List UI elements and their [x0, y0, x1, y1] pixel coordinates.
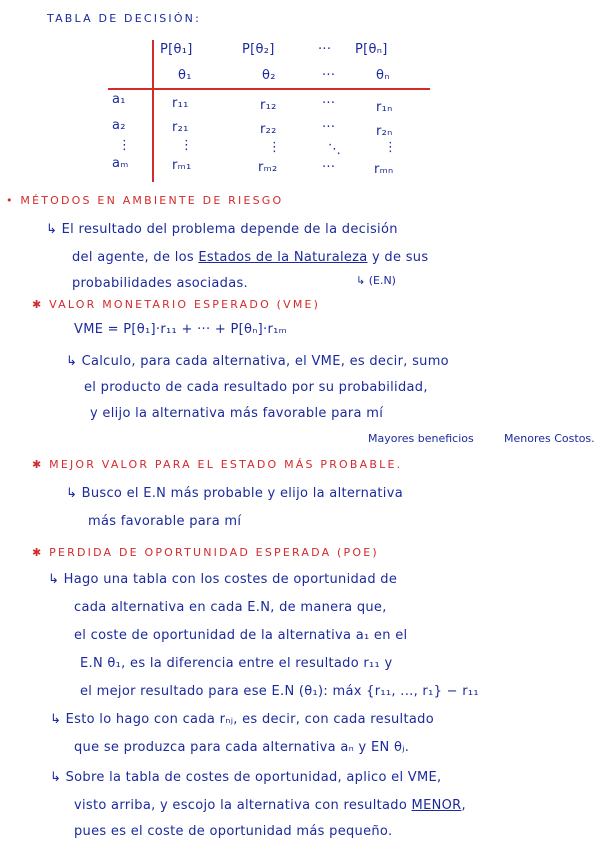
estados-naturaleza-term: Estados de la Naturaleza — [198, 250, 368, 265]
section-riesgo-title-text: MÉTODOS EN AMBIENTE DE RIESGO — [20, 194, 284, 207]
state-header: θ₂ — [262, 68, 276, 83]
table-horizontal-rule — [108, 88, 430, 90]
en-abbreviation-note: ↳ (E.N) — [356, 274, 396, 287]
section-mejor-title: ✱ MEJOR VALOR PARA EL ESTADO MÁS PROBABLE. — [32, 458, 403, 471]
table-cell: r₁ₙ — [376, 100, 393, 115]
section-vme-title: ✱ VALOR MONETARIO ESPERADO (VME) — [32, 298, 321, 311]
riesgo-line-2-pre: del agente, de los — [72, 250, 199, 265]
poe-line-9 — [74, 798, 466, 813]
riesgo-line-2 — [72, 250, 428, 265]
section-vme-title-text: VALOR MONETARIO ESPERADO (VME) — [49, 298, 321, 311]
alternative-label: a₂ — [112, 118, 126, 133]
vme-line-2: el producto de cada resultado por su probabilidad, — [84, 380, 428, 395]
riesgo-line-3: probabilidades asociadas. — [72, 276, 248, 291]
alternative-label: ⋮ — [118, 138, 132, 153]
poe-line-2: cada alternativa en cada E.N, de manera que, — [74, 600, 387, 615]
alternative-label: a₁ — [112, 92, 126, 107]
mejor-line-1: ↳ Busco el E.N más probable y elijo la alternativa — [66, 486, 403, 501]
prob-header: ··· — [318, 42, 332, 57]
poe-line-10: pues es el coste de oportunidad más pequeño. — [74, 824, 393, 839]
poe-line-6: ↳ Esto lo hago con cada rₙⱼ, es decir, con cada resultado — [50, 712, 434, 727]
table-cell: rₘ₂ — [258, 160, 278, 175]
table-cell: ⋮ — [180, 138, 194, 153]
poe-line-9-pre: visto arriba, y escojo la alternativa con resultado — [74, 798, 412, 813]
table-cell: rₘ₁ — [172, 158, 192, 173]
alternative-label: aₘ — [112, 156, 129, 171]
prob-header: P[θₙ] — [355, 42, 388, 57]
vme-line-1: ↳ Calculo, para cada alternativa, el VME, es decir, sumo — [66, 354, 449, 369]
poe-line-4: E.N θ₁, es la diferencia entre el resultado r₁₁ y — [80, 656, 393, 671]
section-mejor-title-text: MEJOR VALOR PARA EL ESTADO MÁS PROBABLE. — [49, 458, 403, 471]
poe-line-7: que se produzca para cada alternativa aₙ y EN θⱼ. — [74, 740, 410, 755]
table-cell: ⋮ — [384, 140, 398, 155]
menor-emphasis: MENOR — [411, 798, 462, 813]
state-header: ··· — [322, 68, 336, 83]
table-cell: r₁₁ — [172, 96, 189, 111]
table-cell: r₂₂ — [260, 122, 277, 137]
riesgo-line-1 — [46, 222, 398, 237]
table-cell: ⋮ — [268, 140, 282, 155]
vme-formula: VME = P[θ₁]·r₁₁ + ··· + P[θₙ]·r₁ₘ — [74, 322, 288, 337]
table-cell: ··· — [322, 120, 336, 135]
section-poe-title-text: PERDIDA DE OPORTUNIDAD ESPERADA (POE) — [49, 546, 379, 559]
poe-line-3: el coste de oportunidad de la alternativa a₁ en el — [74, 628, 408, 643]
section-poe-title: ✱ PERDIDA DE OPORTUNIDAD ESPERADA (POE) — [32, 546, 379, 559]
table-cell: r₂₁ — [172, 120, 189, 135]
mejor-line-2: más favorable para mí — [88, 514, 242, 529]
poe-line-1: ↳ Hago una tabla con los costes de oportunidad de — [48, 572, 398, 587]
table-cell: ⋱ — [328, 142, 342, 157]
table-title: TABLA DE DECISIÓN: — [47, 12, 202, 25]
table-cell: ··· — [322, 96, 336, 111]
section-riesgo-title: • MÉTODOS EN AMBIENTE DE RIESGO — [6, 194, 284, 207]
poe-line-5: el mejor resultado para ese E.N (θ₁): máx {r₁₁, ..., r₁} − r₁₁ — [80, 684, 479, 699]
state-header: θ₁ — [178, 68, 192, 83]
table-vertical-rule — [152, 40, 154, 182]
prob-header: P[θ₁] — [160, 42, 193, 57]
poe-line-9-post: , — [461, 798, 466, 813]
table-cell: r₂ₙ — [376, 124, 393, 139]
table-cell: r₁₂ — [260, 98, 277, 113]
state-header: θₙ — [376, 68, 390, 83]
riesgo-line-2-post: y de sus — [367, 250, 429, 265]
vme-note-costos: Menores Costos. — [504, 432, 595, 445]
poe-line-8: ↳ Sobre la tabla de costes de oportunidad, aplico el VME, — [50, 770, 442, 785]
vme-line-3: y elijo la alternativa más favorable para mí — [90, 406, 384, 421]
table-cell: ··· — [322, 160, 336, 175]
table-cell: rₘₙ — [374, 162, 394, 177]
prob-header: P[θ₂] — [242, 42, 275, 57]
riesgo-line-1-text: El resultado del problema depende de la decisión — [61, 222, 398, 237]
vme-note-beneficios: Mayores beneficios — [368, 432, 474, 445]
bullet-arrow-icon: ↳ — [46, 222, 58, 237]
